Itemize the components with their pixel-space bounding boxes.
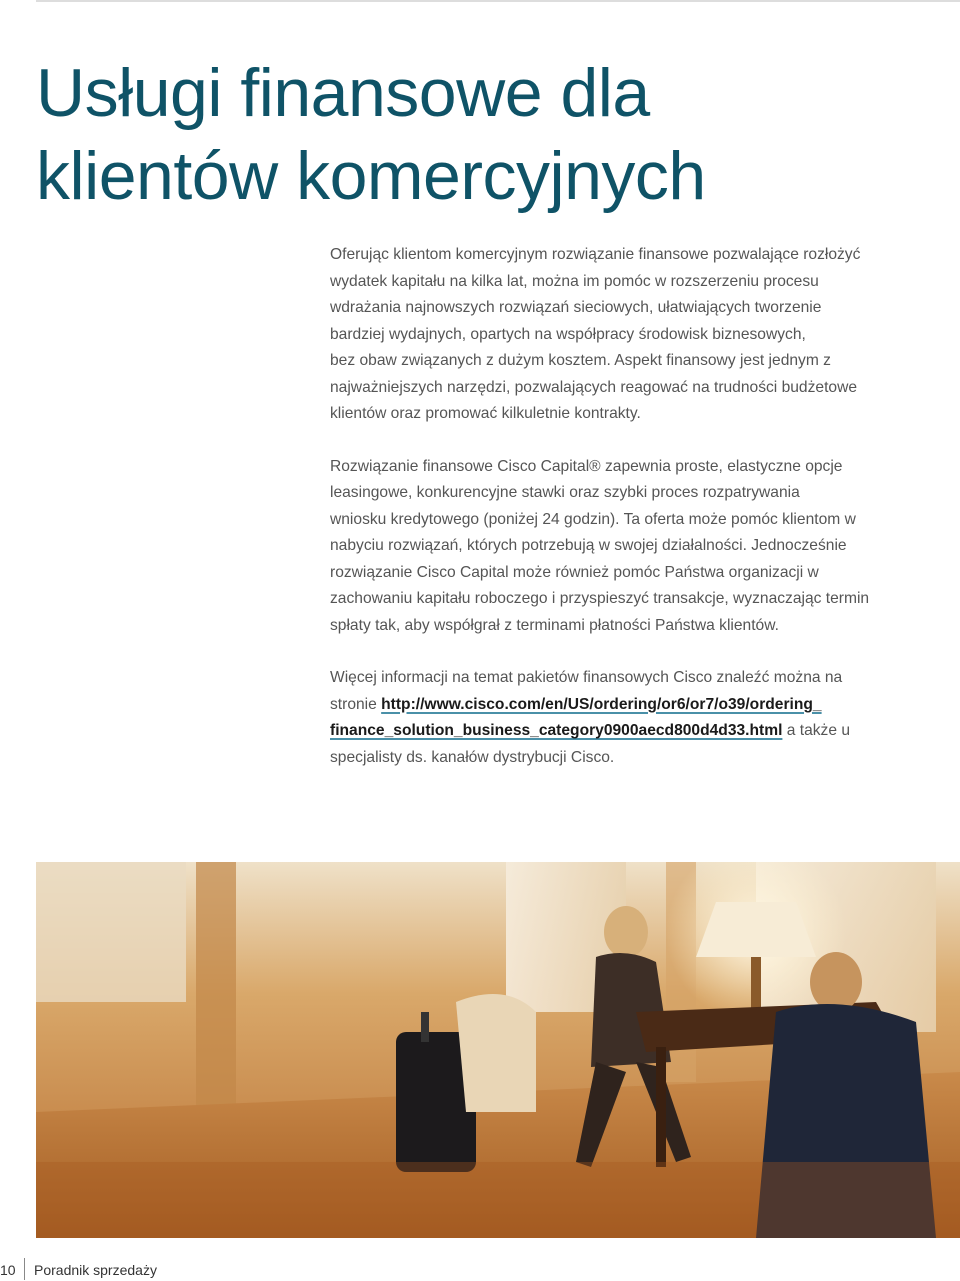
suitcase-handle bbox=[421, 1012, 429, 1042]
text-fragment: stronie bbox=[330, 695, 382, 713]
foreground-blur bbox=[36, 1162, 960, 1238]
text-line bbox=[330, 692, 940, 719]
cisco-finance-link-continued[interactable]: finance_solution_business_category0900aecd800d4d33.html bbox=[330, 722, 783, 739]
text-line: rozwiązanie Cisco Capital może również pomóc Państwa organizacji w bbox=[330, 563, 819, 581]
paragraph-more-info bbox=[330, 665, 940, 771]
text-line: najważniejszych narzędzi, pozwalających reagować na trudności budżetowe bbox=[330, 378, 858, 396]
title-line-1: Usługi finansowe dla bbox=[36, 55, 650, 131]
footer-divider bbox=[24, 1258, 25, 1280]
photo-illustration bbox=[36, 862, 960, 1238]
page-title bbox=[36, 52, 916, 218]
text-line: Oferując klientom komercyjnym rozwiązanie finansowe pozwalające rozłożyć bbox=[330, 246, 861, 263]
page-footer bbox=[0, 1256, 960, 1281]
text-line: bez obaw związanych z dużym kosztem. Aspekt finansowy jest jednym z bbox=[330, 352, 831, 369]
window-shape bbox=[36, 862, 186, 1002]
text-line: nabyciu rozwiązań, których potrzebują w swojej działalności. Jednocześnie bbox=[330, 537, 847, 554]
page-number: 10 bbox=[0, 1262, 16, 1278]
chair-shape bbox=[456, 994, 536, 1112]
title-line-2: klientów komercyjnych bbox=[36, 138, 706, 214]
paragraph-cisco-capital bbox=[330, 454, 940, 640]
text-line: bardziej wydajnych, opartych na współpracy środowisk biznesowych, bbox=[330, 325, 806, 343]
lamp-shade bbox=[696, 902, 816, 957]
cisco-finance-link[interactable]: http://www.cisco.com/en/US/ordering/or6/or7/o39/ordering_ bbox=[381, 695, 822, 713]
text-line: specjalisty ds. kanałów dystrybucji Cisco. bbox=[330, 748, 615, 766]
text-line: Rozwiązanie finansowe Cisco Capital® zapewnia proste, elastyczne opcje bbox=[330, 457, 843, 475]
text-line: wniosku kredytowego (poniżej 24 godzin). Ta oferta może pomóc klientom w bbox=[330, 510, 856, 528]
text-line: Więcej informacji na temat pakietów finansowych Cisco znaleźć można na bbox=[330, 669, 843, 686]
woman-head bbox=[604, 906, 648, 958]
text-line bbox=[330, 718, 940, 745]
text-line: spłaty tak, aby współgrał z terminami płatności Państwa klientów. bbox=[330, 616, 779, 634]
man-head bbox=[810, 952, 862, 1012]
footer-label: Poradnik sprzedaży bbox=[34, 1262, 157, 1278]
body-text bbox=[330, 242, 940, 771]
text-line: klientów oraz promować kilkuletnie kontrakty. bbox=[330, 405, 641, 422]
paragraph-intro bbox=[330, 242, 940, 428]
text-fragment: a także u bbox=[782, 722, 851, 739]
pillar-shape bbox=[196, 862, 236, 1122]
business-meeting-photo bbox=[36, 862, 960, 1238]
text-line: zachowaniu kapitału roboczego i przyspieszyć transakcje, wyznaczając termin bbox=[330, 590, 870, 607]
text-line: leasingowe, konkurencyjne stawki oraz szybki proces rozpatrywania bbox=[330, 484, 800, 501]
top-rule bbox=[36, 0, 960, 2]
text-line: wdrażania najnowszych rozwiązań sieciowych, ułatwiających tworzenie bbox=[330, 299, 822, 316]
text-line: wydatek kapitału na kilka lat, można im pomóc w rozszerzeniu procesu bbox=[330, 272, 819, 290]
table-leg bbox=[656, 1047, 666, 1167]
